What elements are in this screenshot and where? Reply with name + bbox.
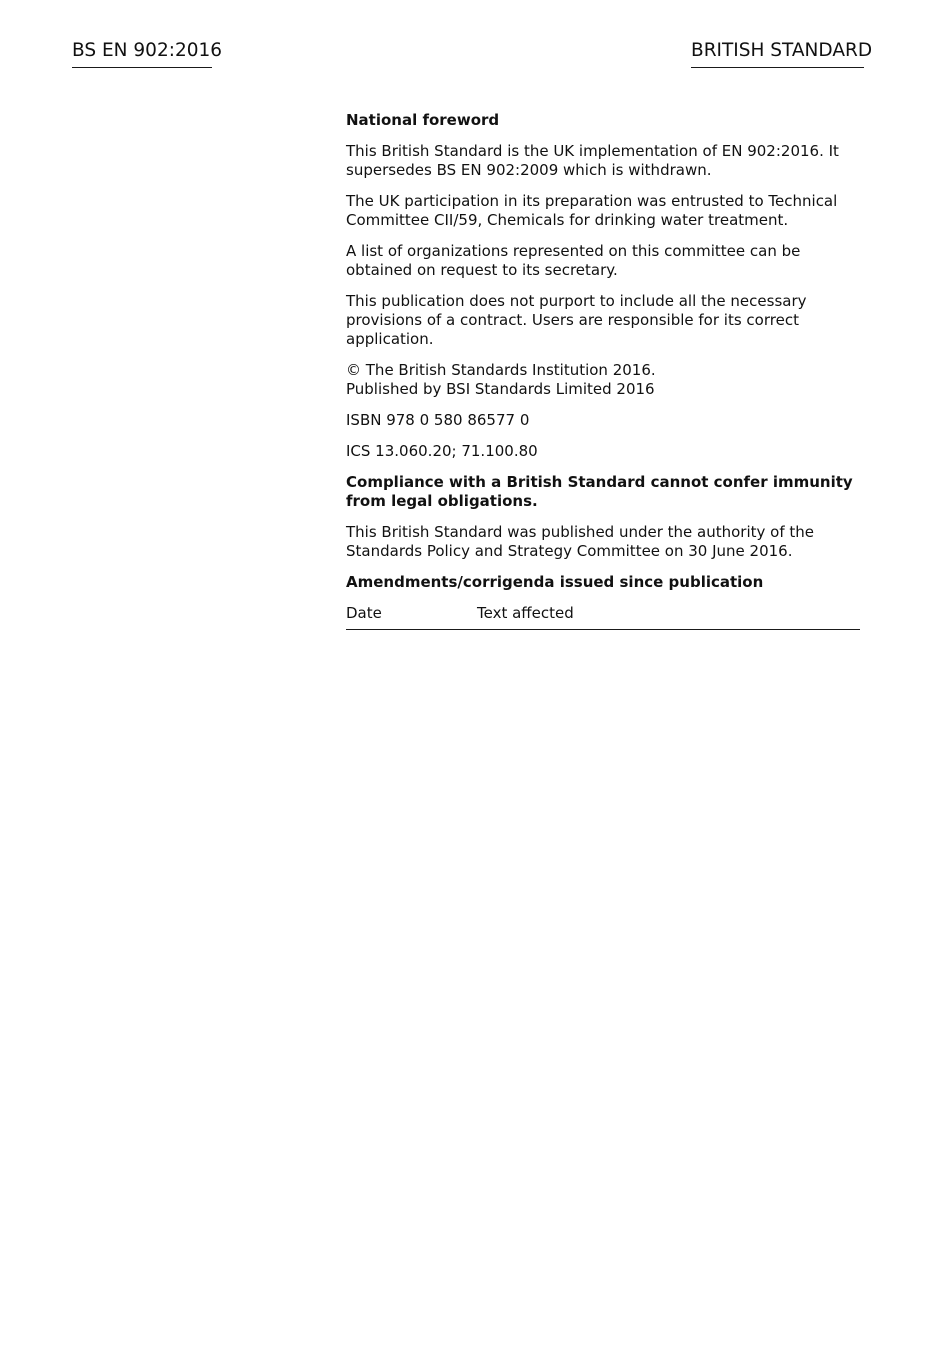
national-foreword-section: [346, 111, 860, 630]
ics-line: ICS 13.060.20; 71.100.80: [346, 442, 538, 460]
implementation-paragraph: This British Standard is the UK implementation of EN 902:2016. It supersedes BS EN 902:2009 which is withdrawn.: [346, 142, 839, 179]
compliance-notice: Compliance with a British Standard cannot confer immunity from legal obligations.: [346, 473, 853, 510]
section-title: National foreword: [346, 111, 500, 129]
organizations-paragraph: A list of organizations represented on this committee can be obtained on request to its secretary.: [346, 242, 801, 279]
isbn-line: ISBN 978 0 580 86577 0: [346, 411, 530, 429]
column-header-date: Date: [346, 604, 477, 630]
amendments-table: [346, 604, 860, 630]
column-header-text-affected: Text affected: [477, 604, 860, 630]
copyright-line: © The British Standards Institution 2016.: [346, 361, 656, 379]
publisher-header: BRITISH STANDARD: [691, 39, 864, 68]
copyright-block: [346, 361, 860, 399]
publisher-line: Published by BSI Standards Limited 2016: [346, 380, 655, 398]
disclaimer-paragraph: This publication does not purport to include all the necessary provisions of a contract. Users are responsible for its correct application.: [346, 292, 807, 348]
amendments-title: Amendments/corrigenda issued since publication: [346, 573, 764, 591]
document-code-header: BS EN 902:2016: [72, 39, 212, 68]
committee-paragraph: The UK participation in its preparation was entrusted to Technical Committee CII/59, Chemicals for drinking water treatment.: [346, 192, 838, 229]
amendments-header-row: [346, 604, 860, 630]
authority-paragraph: This British Standard was published under the authority of the Standards Policy and Strategy Committee on 30 June 2016.: [346, 523, 815, 560]
